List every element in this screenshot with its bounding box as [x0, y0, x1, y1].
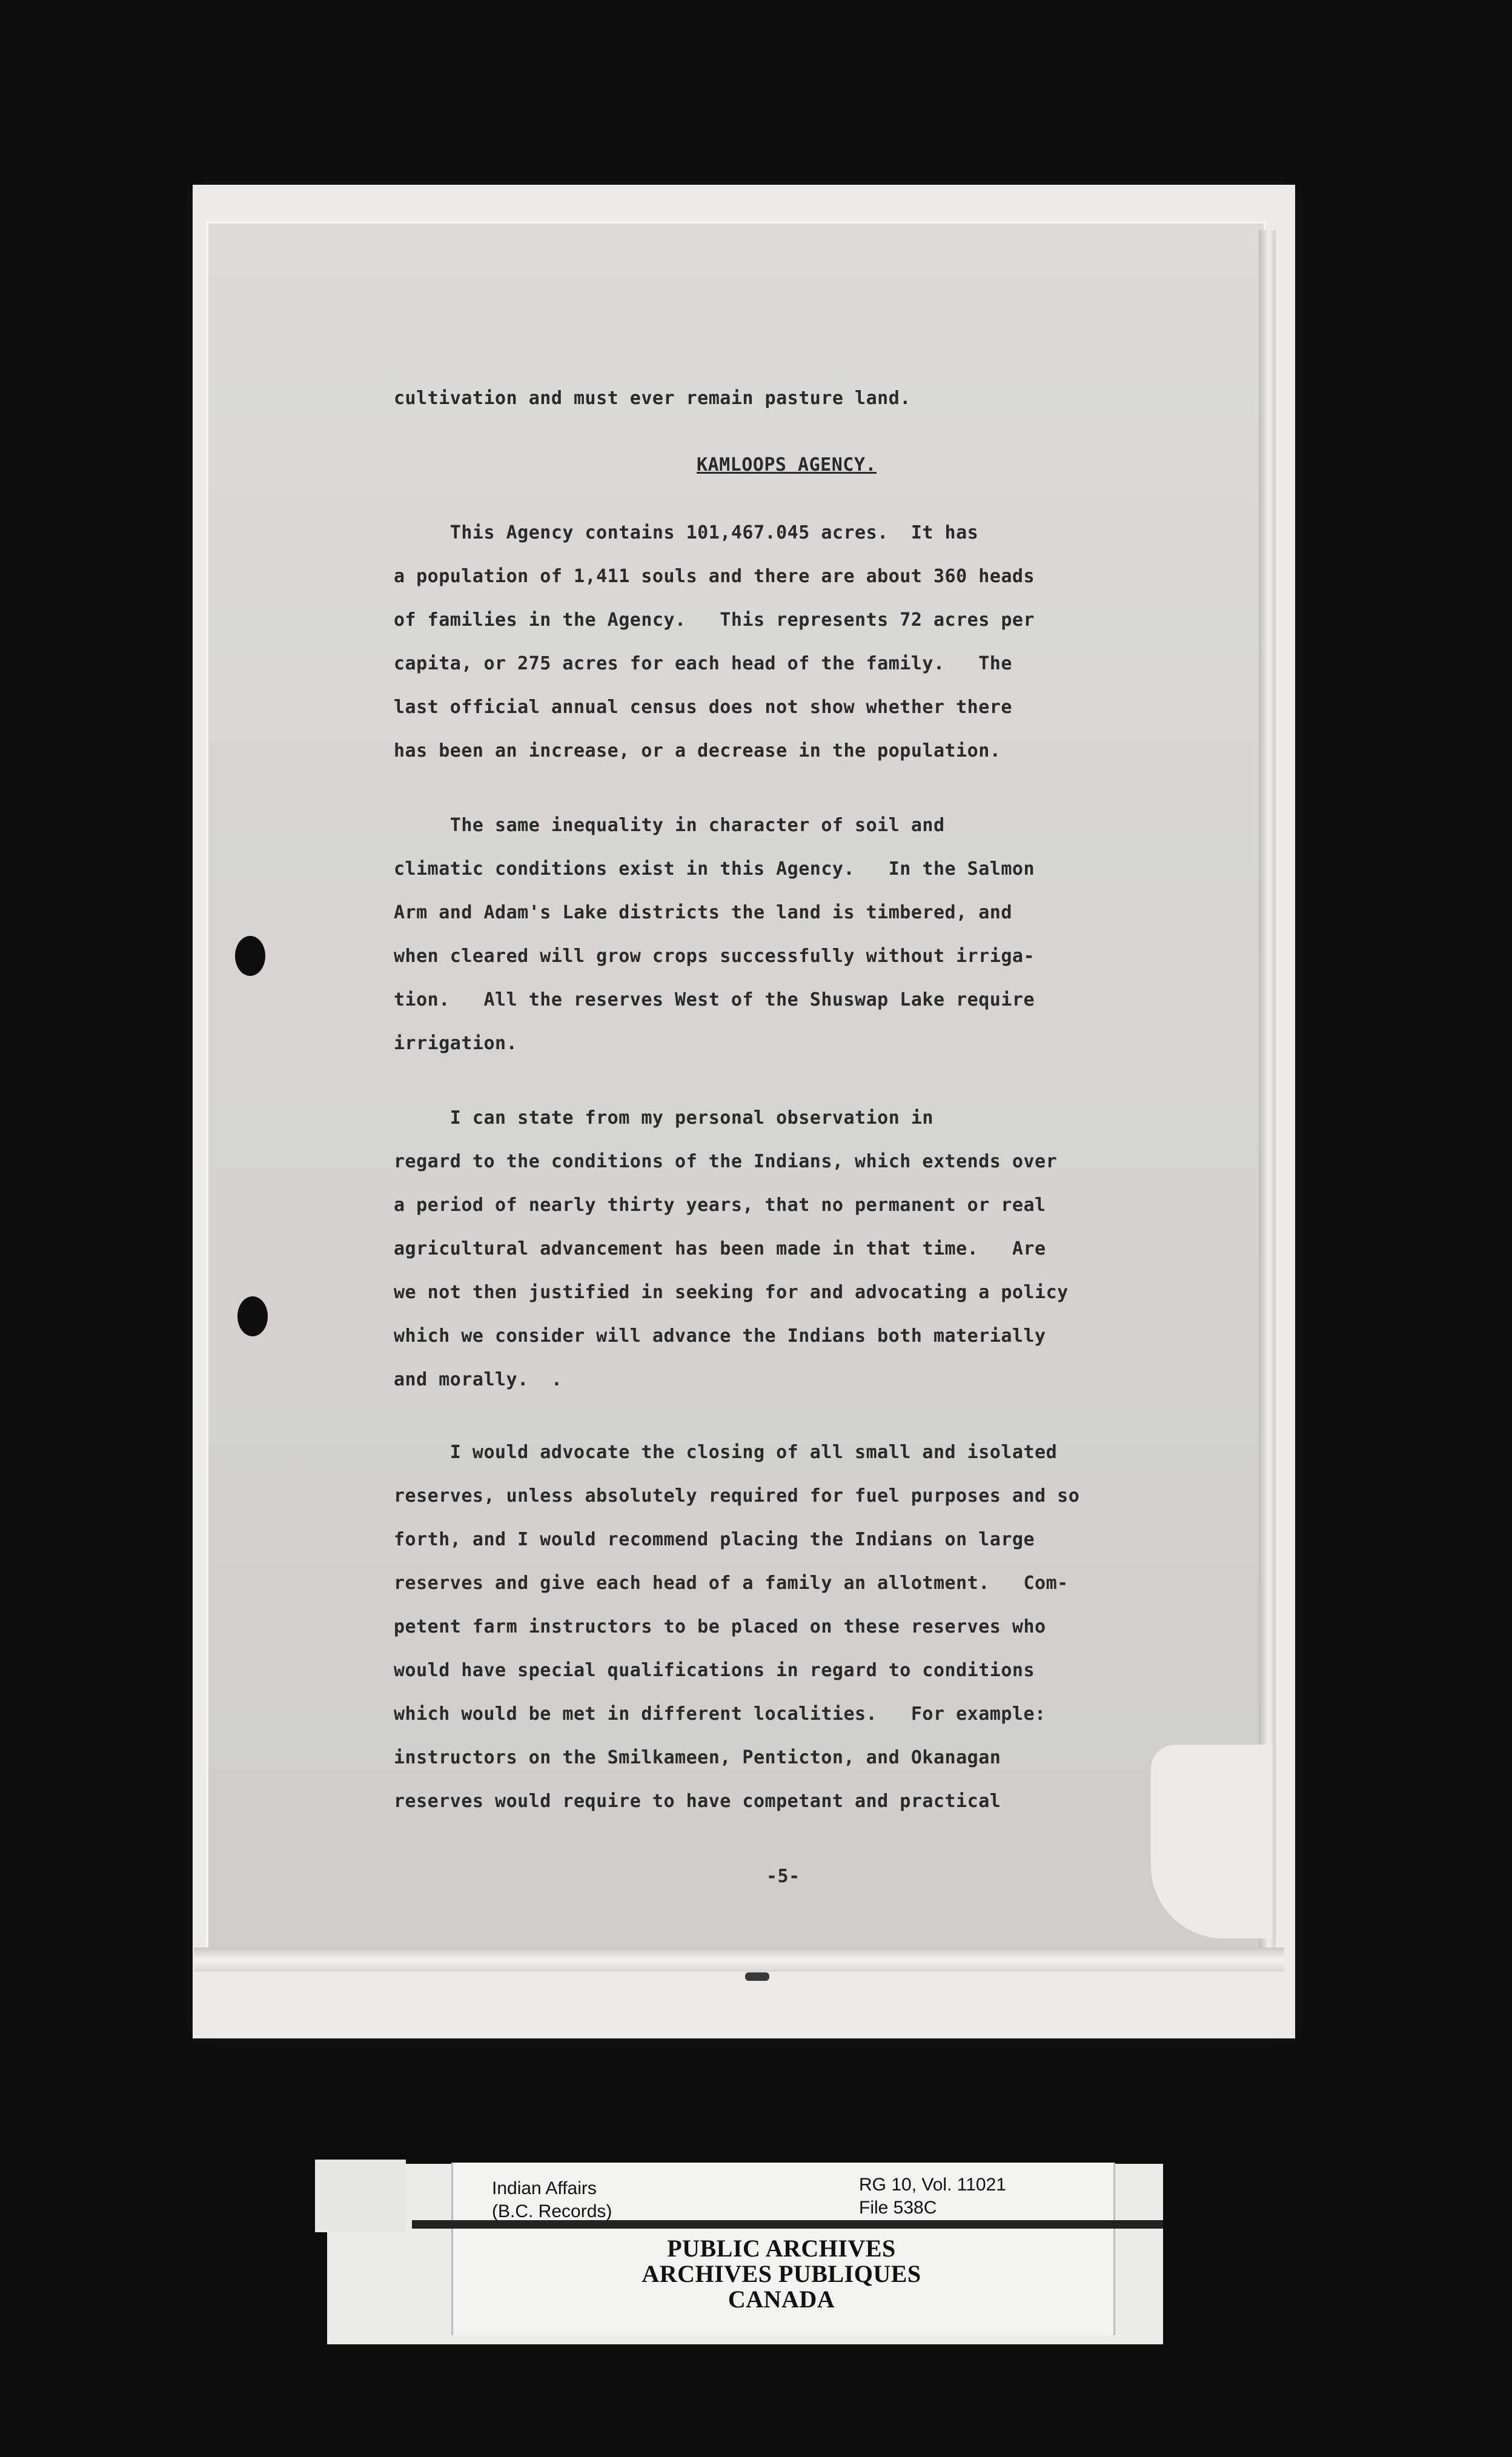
- document-page: [206, 221, 1266, 1960]
- text-line: forth, and I would recommend placing the Indians on large: [394, 1529, 1035, 1550]
- punch-hole-lower: [237, 1296, 268, 1336]
- page-edge-bottom: [194, 1948, 1284, 1972]
- label-title-country: CANADA: [728, 2286, 835, 2313]
- text-line: which we consider will advance the Indians both materially: [394, 1325, 1046, 1347]
- text-line: capita, or 275 acres for each head of the family. The: [394, 653, 1012, 674]
- text-line: The same inequality in character of soil and: [394, 815, 945, 836]
- label-collection: Indian Affairs: [492, 2178, 597, 2198]
- text-line: we not then justified in seeking for and advocating a policy: [394, 1282, 1069, 1303]
- archive-label-tab: [315, 2160, 406, 2232]
- text-line: irrigation.: [394, 1033, 518, 1054]
- text-line: reserves would require to have competant and practical: [394, 1791, 1001, 1812]
- page-number: -5-: [766, 1866, 800, 1887]
- text-line: agricultural advancement has been made in that time. Are: [394, 1238, 1046, 1259]
- text-line: which would be met in different localities. For example:: [394, 1703, 1046, 1725]
- section-heading: KAMLOOPS AGENCY.: [697, 454, 877, 476]
- ink-smudge: [745, 1972, 769, 1981]
- text-line: reserves and give each head of a family an allotment. Com-: [394, 1573, 1069, 1594]
- text-line: a period of nearly thirty years, that no permanent or real: [394, 1195, 1046, 1216]
- text-line: and morally. .: [394, 1369, 563, 1390]
- label-reference: RG 10, Vol. 11021: [859, 2175, 1006, 2195]
- text-line: regard to the conditions of the Indians, which extends over: [394, 1151, 1058, 1172]
- text-line: Arm and Adam's Lake districts the land is timbered, and: [394, 902, 1012, 923]
- label-title-fr: ARCHIVES PUBLIQUES: [642, 2260, 921, 2287]
- text-line: climatic conditions exist in this Agency. In the Salmon: [394, 858, 1035, 880]
- text-line: instructors on the Smilkameen, Penticton, and Okanagan: [394, 1747, 1001, 1768]
- text-line: This Agency contains 101,467.045 acres. It has: [394, 522, 979, 543]
- text-line: has been an increase, or a decrease in the population.: [394, 740, 1001, 761]
- page-edge-right: [1259, 230, 1276, 1963]
- text-line: petent farm instructors to be placed on these reserves who: [394, 1616, 1046, 1637]
- label-collection-sub: (B.C. Records): [492, 2201, 612, 2221]
- text-line: a population of 1,411 souls and there are about 360 heads: [394, 566, 1035, 587]
- text-line: last official annual census does not show whether there: [394, 697, 1012, 718]
- text-line: reserves, unless absolutely required for fuel purposes and so: [394, 1485, 1080, 1507]
- text-line: would have special qualifications in regard to conditions: [394, 1660, 1035, 1681]
- text-line: cultivation and must ever remain pasture land.: [394, 388, 911, 409]
- punch-hole-upper: [235, 936, 265, 976]
- text-line: tion. All the reserves West of the Shuswap Lake require: [394, 989, 1035, 1010]
- text-line: of families in the Agency. This represents 72 acres per: [394, 609, 1035, 631]
- label-title-en: PUBLIC ARCHIVES: [667, 2235, 896, 2262]
- text-line: I can state from my personal observation in: [394, 1107, 933, 1129]
- torn-corner: [1151, 1745, 1272, 1938]
- label-file: File 538C: [859, 2198, 937, 2218]
- text-line: I would advocate the closing of all small and isolated: [394, 1442, 1058, 1463]
- text-line: when cleared will grow crops successfully without irriga-: [394, 946, 1035, 967]
